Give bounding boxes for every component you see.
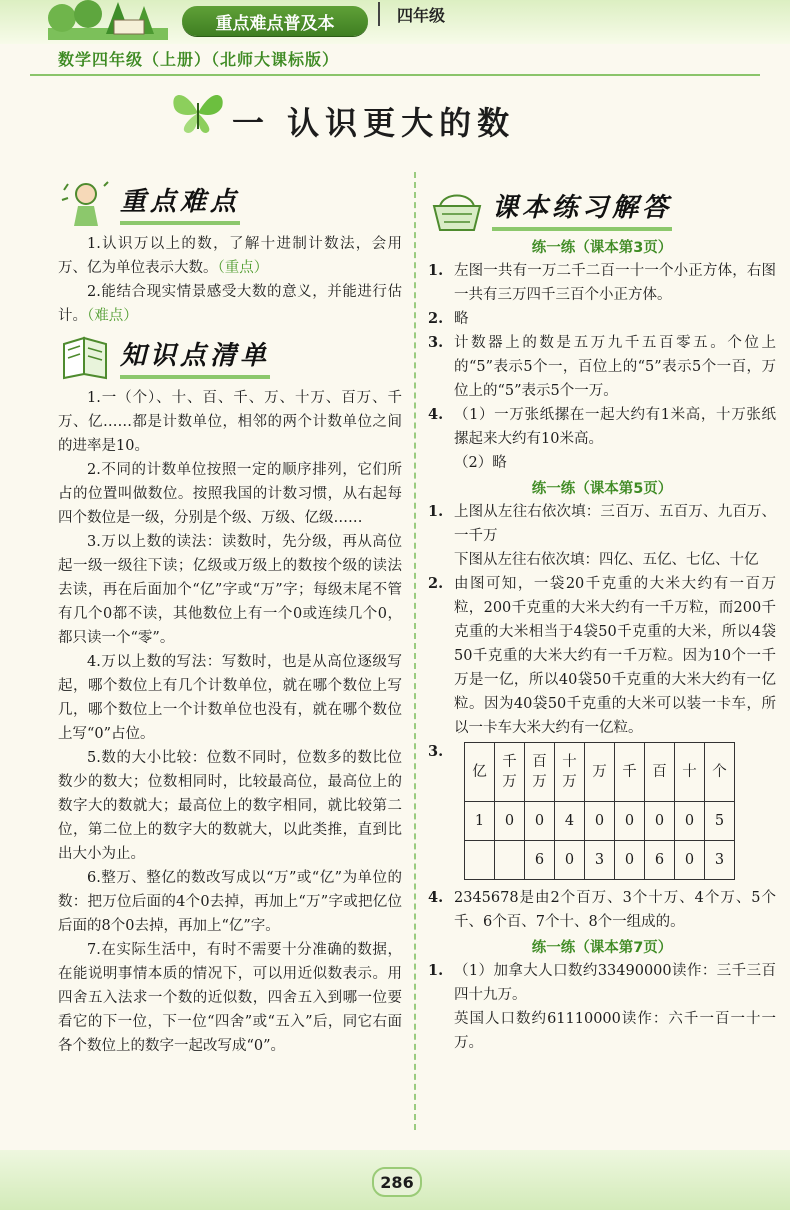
table-cell: 0 [495,802,525,841]
answer-item: 1. 上图从左往右依次填：三百万、五百万、九百万、一千万 下图从左往右依次填：四亿、五亿、七亿、十亿 [428,503,776,568]
column-divider [414,172,416,1130]
answer-item: 1. （1）加拿大人口数约33490000读作：三千三百四十九万。 英国人口数约61110000读作：六千一百一十一万。 [428,962,776,1051]
teacher-icon [58,180,112,226]
answer-item: 4. 2345678是由2个百万、3个十万、4个万、5个千、6个百、7个十、8个一组成的。 [428,889,776,930]
key-points-title: 重点难点 [120,181,240,225]
tree-decoration [48,0,168,40]
answer-item: 1. 左图一共有一万二千二百一十一个小正方体，右图一共有三万四千三百个小正方体。 [428,262,776,303]
table-header-cell: 亿 [465,743,495,802]
table-header-cell: 个 [705,743,735,802]
table-cell: 0 [615,802,645,841]
page-number: 286 [372,1167,422,1197]
key-point: 2.能结合现实情景感受大数的意义，并能进行估计。（难点） [58,284,402,324]
table-row [465,841,735,880]
table-cell [465,841,495,880]
table-header-cell: 万 [585,743,615,802]
table-cell: 0 [675,841,705,880]
answer-item: 3. 亿 千万 百万 十万 万 千 百 十 个 1 0 0 4 0 0 0 0 5 6 0 3 0 6 0 3 [428,740,776,886]
grade-label: 四年级 [378,2,462,26]
table-cell: 1 [465,802,495,841]
table-header-cell: 十 [675,743,705,802]
answers-title: 课本练习解答 [492,187,672,231]
knowledge-title: 知识点清单 [120,335,270,379]
knowledge-point: 1.一（个）、十、百、千、万、十万、百万、千万、亿……都是计数单位，相邻的两个计数单位之间的进率是10。 [58,390,402,454]
answers-heading [430,186,672,232]
table-cell: 4 [555,802,585,841]
exercise-label: 练一练（课本第3页） [531,240,673,256]
key-points-heading [58,180,240,226]
table-cell: 5 [705,802,735,841]
subtitle-rule [30,74,760,76]
place-value-table [464,742,735,880]
key-point: 1.认识万以上的数，了解十进制计数法，会用万、亿为单位表示大数。（重点） [58,236,402,276]
table-cell: 0 [525,802,555,841]
table-row [465,802,735,841]
knowledge-point: 7.在实际生活中，有时不需要十分准确的数据，在能说明事情本质的情况下，可以用近似数表示。用四舍五入法求一个数的近似数，四舍五入到哪一位要看它的下一位，下一位“四舍”或“五入”后，同它右面各个数位上的数字一起改写成“0”。 [58,942,402,1054]
answer-item: 2. 由图可知，一袋20千克重的大米大约有一百万粒，200千克重的大米大约有一千万粒，而200千克重的大米相当于4袋50千克重的大米，所以4袋50千克重的大米大约有一千万粒。因为10个一千万是一亿，所以40袋50千克重的大米大约有一亿粒。因为40袋50千克重的大米可以装一卡车，所以一卡车大米大约有一亿粒。 [428,575,776,736]
table-cell: 0 [615,841,645,880]
table-header-cell: 十万 [555,743,585,802]
exercise-label: 练一练（课本第7页） [531,940,673,956]
basket-icon [430,186,484,232]
knowledge-point: 6.整万、整亿的数改写成以“万”或“亿”为单位的数：把万位后面的4个0去掉，再加上“万”字或把亿位后面的8个0去掉，再加上“亿”字。 [58,870,402,934]
answer-item: 3. 计数器上的数是五万九千五百零五。个位上的“5”表示5个一，百位上的“5”表示5个一百，万位上的“5”表示5个一万。 [428,334,776,399]
table-cell: 6 [645,841,675,880]
table-cell: 0 [645,802,675,841]
book-icon [58,334,112,380]
table-cell: 6 [525,841,555,880]
table-cell: 0 [555,841,585,880]
table-cell: 0 [675,802,705,841]
table-cell: 3 [585,841,615,880]
exercise-label: 练一练（课本第5页） [531,481,673,497]
knowledge-heading [58,334,270,380]
table-cell [495,841,525,880]
table-header-row [465,743,735,802]
table-cell: 3 [705,841,735,880]
importance-tag: （重点） [217,260,269,276]
butterfly-icon [168,85,228,137]
knowledge-point: 3.万以上数的读法：读数时，先分级，再从高位起一级一级往下读；亿级或万级上的数按个级的读法去读，再在后面加个“亿”字或“万”字；每级末尾不管有几个0都不读，其他数位上有一个0或连续几个0，都只读一个“零”。 [58,534,402,646]
table-header-cell: 百万 [525,743,555,802]
chapter-title: 一 认识更大的数 [232,104,516,142]
knowledge-point: 4.万以上数的写法：写数时，也是从高位逐级写起，哪个数位上有几个计数单位，就在哪个数位上写几，哪个数位上一个计数单位也没有，就在哪个数位上写“0”占位。 [58,654,402,742]
series-banner: 重点难点普及本 [182,6,368,36]
knowledge-point: 2.不同的计数单位按照一定的顺序排列，它们所占的位置叫做数位。按照我国的计数习惯，从右起每四个数位是一级，分别是个级、万级、亿级…… [58,462,402,526]
table-cell: 0 [585,802,615,841]
answer-item: 2. 略 [428,310,469,327]
book-subtitle: 数学四年级（上册）（北师大课标版） [58,50,340,69]
answer-item: 4. （1）一万张纸摞在一起大约有1米高，十万张纸摞起来大约有10米高。 （2）略 [428,406,776,471]
key-points-list [58,232,402,328]
knowledge-list [58,386,402,1058]
answers-column [428,234,776,1055]
table-header-cell: 千 [615,743,645,802]
difficulty-tag: （难点） [87,308,138,324]
knowledge-point: 5.数的大小比较：位数不同时，位数多的数比位数少的数大；位数相同时，比较最高位，最高位上的数字大的数就大；最高位上的数字相同，就比较第二位，第二位上的数字大的数就大，以此类推，直到比出大小为止。 [58,750,402,862]
table-header-cell: 千万 [495,743,525,802]
table-header-cell: 百 [645,743,675,802]
